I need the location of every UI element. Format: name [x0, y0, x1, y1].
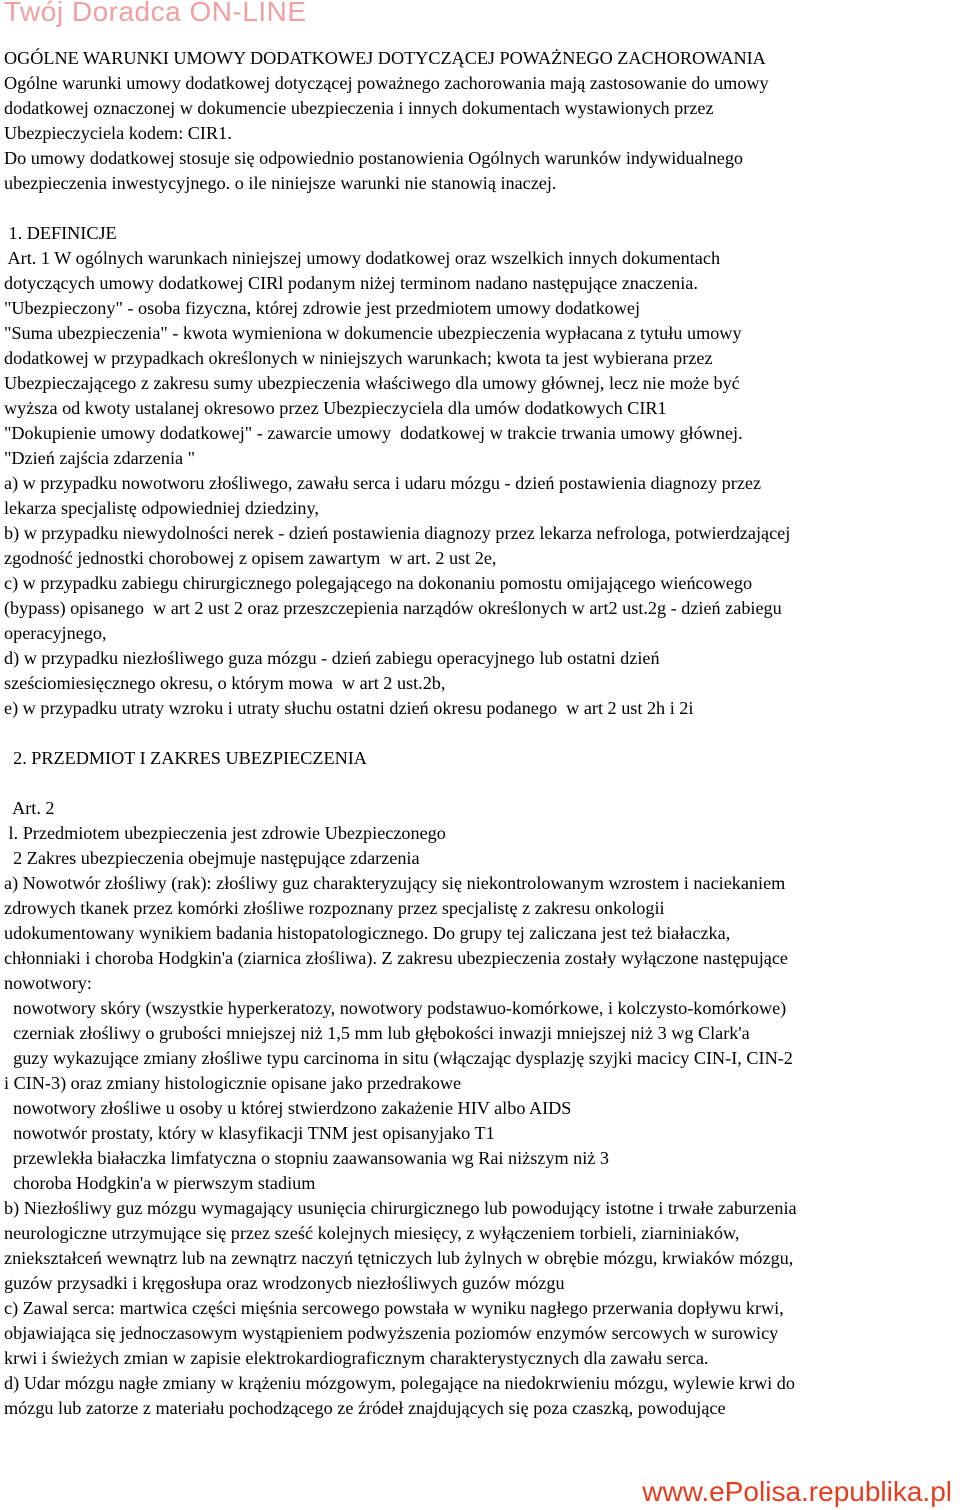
- text-line: krwi i świeżych zmian w zapisie elektrokardiograficznym charakterystycznych dla zawału serca.: [4, 1348, 709, 1368]
- text-line: nowotwory:: [4, 973, 92, 993]
- footer-url: www.ePolisa.republika.pl: [642, 1476, 952, 1507]
- text-line: operacyjnego,: [4, 623, 107, 643]
- text-line: Ubezpieczającego z zakresu sumy ubezpieczenia właściwego dla umowy głównej, lecz nie może być: [4, 373, 740, 393]
- text-line: przewlekła białaczka limfatyczna o stopniu zaawansowania wg Rai niższym niż 3: [4, 1148, 610, 1168]
- site-header-title: Twój Doradca ON-LINE: [4, 0, 307, 27]
- text-line: "Dokupienie umowy dodatkowej" - zawarcie umowy dodatkowej w trakcie trwania umowy głównej.: [4, 423, 743, 443]
- text-line: nowotwór prostaty, który w klasyfikacji TNM jest opisanyjako T1: [4, 1123, 495, 1143]
- text-line: sześciomiesięcznego okresu, o którym mowa w art 2 ust.2b,: [4, 673, 446, 693]
- text-line: 1. DEFINICJE: [4, 223, 117, 243]
- text-line: a) Nowotwór złośliwy (rak): złośliwy guz charakteryzujący się niekontrolowanym wzrostem i naciekaniem: [4, 873, 786, 893]
- text-line: d) Udar mózgu nagłe zmiany w krążeniu mózgowym, polegające na niedokrwieniu mózgu, wylewie krwi do: [4, 1373, 795, 1393]
- text-line: "Ubezpieczony" - osoba fizyczna, której zdrowie jest przedmiotem umowy dodatkowej: [4, 298, 641, 318]
- text-line: Art. 2: [4, 798, 55, 818]
- text-line: Do umowy dodatkowej stosuje się odpowiednio postanowienia Ogólnych warunków indywidualnego: [4, 148, 744, 168]
- text-line: b) Niezłośliwy guz mózgu wymagający usunięcia chirurgicznego lub powodujący istotne i trwałe zaburzenia: [4, 1198, 797, 1218]
- text-line: dodatkowej oznaczonej w dokumencie ubezpieczenia i innych dokumentach wystawionych przez: [4, 98, 714, 118]
- text-line: zgodność jednostki chorobowej z opisem zawartym w art. 2 ust 2e,: [4, 548, 497, 568]
- text-line: ubezpieczenia inwestycyjnego. o ile niniejsze warunki nie stanowią inaczej.: [4, 173, 557, 193]
- text-line: guzy wykazujące zmiany złośliwe typu carcinoma in situ (włączając dysplazję szyjki macicy CIN-I, CIN-2: [4, 1048, 793, 1068]
- text-line: "Dzień zajścia zdarzenia ": [4, 448, 196, 468]
- blank-line: [4, 771, 958, 796]
- text-line: e) w przypadku utraty wzroku i utraty słuchu ostatni dzień okresu podanego w art 2 ust 2h i 2i: [4, 698, 694, 718]
- text-line: wyższa od kwoty ustalanej okresowo przez Ubezpieczyciela dla umów dodatkowych CIR1: [4, 398, 667, 418]
- text-line: d) w przypadku niezłośliwego guza mózgu - dzień zabiegu operacyjnego lub ostatni dzień: [4, 648, 660, 668]
- text-line: udokumentowany wynikiem badania histopatologicznego. Do grupy tej zaliczana jest też białaczka,: [4, 923, 731, 943]
- text-line: nowotwory skóry (wszystkie hyperkeratozy, nowotwory podstawuo-komórkowe, i kolczysto-komórkowe): [4, 998, 787, 1018]
- text-line: zdrowych tkanek przez komórki złośliwe rozpoznany przez specjalistę z zakresu onkologii: [4, 898, 665, 918]
- text-line: 2. PRZEDMIOT I ZAKRES UBEZPIECZENIA: [4, 748, 367, 768]
- text-line: OGÓLNE WARUNKI UMOWY DODATKOWEJ DOTYCZĄCEJ POWAŻNEGO ZACHOROWANIA: [4, 48, 766, 68]
- text-line: Art. 1 W ogólnych warunkach niniejszej umowy dodatkowej oraz wszelkich innych dokumentach: [4, 248, 721, 268]
- text-line: i CIN-3) oraz zmiany histologicznie opisane jako przedrakowe: [4, 1073, 462, 1093]
- text-line: neurologiczne utrzymujące się przez sześć kolejnych miesięcy, z wyłączeniem torbieli, ziarniniaków,: [4, 1223, 740, 1243]
- text-line: a) w przypadku nowotworu złośliwego, zawału serca i udaru mózgu - dzień postawienia diagnozy przez: [4, 473, 762, 493]
- text-line: zniekształceń wewnątrz lub na zewnątrz naczyń tętniczych lub żylnych w obrębie mózgu, krwiaków mózgu,: [4, 1248, 794, 1268]
- text-line: dodatkowej w przypadkach określonych w niniejszych warunkach; kwota ta jest wybierana przez: [4, 348, 713, 368]
- document-body: [4, 46, 958, 1421]
- text-line: mózgu lub zatorze z materiału pochodzącego ze źródeł znajdujących się poza czaszką, powodujące: [4, 1398, 726, 1418]
- blank-line: [4, 196, 958, 221]
- text-line: Ogólne warunki umowy dodatkowej dotyczącej poważnego zachorowania mają zastosowanie do umowy: [4, 73, 769, 93]
- blank-line: [4, 721, 958, 746]
- text-line: dotyczących umowy dodatkowej CIRl podanym niżej terminom nadano następujące znaczenia.: [4, 273, 698, 293]
- text-line: nowotwory złośliwe u osoby u której stwierdzono zakażenie HIV albo AIDS: [4, 1098, 572, 1118]
- text-line: (bypass) opisanego w art 2 ust 2 oraz przeszczepienia narządów określonych w art2 ust.2g - dzień zabiegu: [4, 598, 782, 618]
- text-line: l. Przedmiotem ubezpieczenia jest zdrowie Ubezpieczonego: [4, 823, 446, 843]
- text-line: Ubezpieczyciela kodem: CIR1.: [4, 123, 232, 143]
- text-line: objawiająca się jednoczasowym wystąpieniem podwyższenia poziomów enzymów sercowych w surowicy: [4, 1323, 779, 1343]
- text-line: c) w przypadku zabiegu chirurgicznego polegającego na dokonaniu pomostu omijającego wieńcowego: [4, 573, 753, 593]
- text-line: guzów przysadki i kręgosłupa oraz wrodzonycb niezłośliwych guzów mózgu: [4, 1273, 565, 1293]
- text-line: b) w przypadku niewydolności nerek - dzień postawienia diagnozy przez lekarza nefrologa, potwierdzającej: [4, 523, 791, 543]
- text-line: choroba Hodgkin'a w pierwszym stadium: [4, 1173, 316, 1193]
- text-line: czerniak złośliwy o grubości mniejszej niż 1,5 mm lub głębokości inwazji mniejszej niż 3 wg Clark'a: [4, 1023, 750, 1043]
- text-line: chłonniaki i choroba Hodgkin'a (ziarnica złośliwa). Z zakresu ubezpieczenia zostały wyłączone następujące: [4, 948, 788, 968]
- text-line: "Suma ubezpieczenia" - kwota wymieniona w dokumencie ubezpieczenia wypłacana z tytułu umowy: [4, 323, 742, 343]
- text-line: lekarza specjalistę odpowiedniej dziedziny,: [4, 498, 319, 518]
- text-line: 2 Zakres ubezpieczenia obejmuje następujące zdarzenia: [4, 848, 420, 868]
- text-line: c) Zawal serca: martwica części mięśnia sercowego powstała w wyniku nagłego przerwania dopływu krwi,: [4, 1298, 784, 1318]
